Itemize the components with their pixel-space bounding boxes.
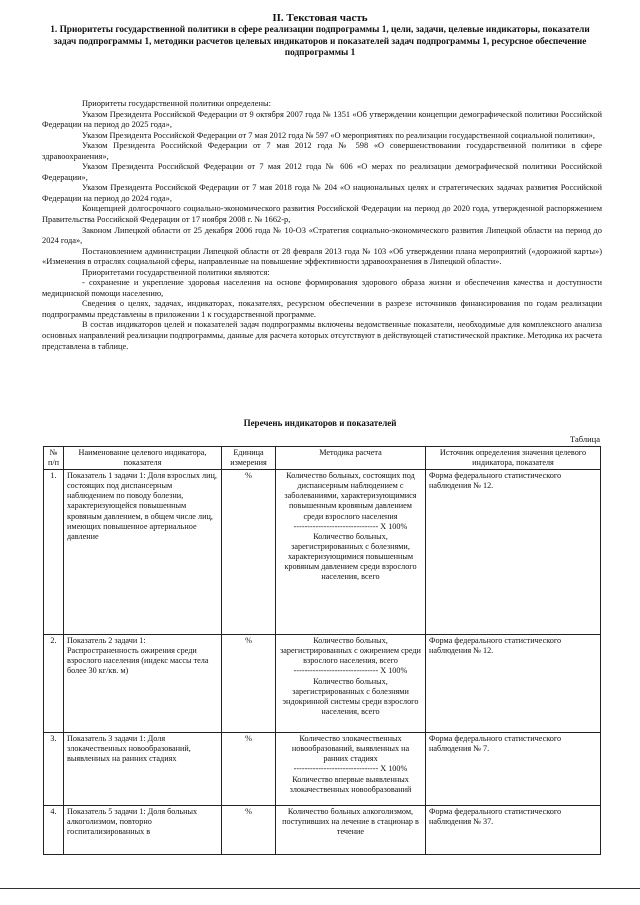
row-number: 2. [44, 635, 64, 733]
indicator-name: Показатель 3 задачи 1: Доля злокачественных новообразований, выявленных на ранних стадиях [64, 733, 222, 806]
body-text [42, 99, 602, 352]
method-divider: ------------------------------- X 100% [293, 666, 408, 676]
table-label: Таблица [570, 434, 600, 444]
paragraph: - сохранение и укрепление здоровья населения на основе формирования здорового образа жизни и обеспечения качества и доступности медицинской помощи населению, [42, 278, 602, 298]
header-source: Источник определения значения целевого индикатора, показателя [426, 447, 601, 470]
table-row [44, 470, 601, 635]
table-row [44, 733, 601, 806]
table-header-row [44, 447, 601, 470]
unit-cell: % [222, 635, 276, 733]
source-cell: Форма федерального статистического наблюдения № 12. [426, 635, 601, 733]
paragraph: Указом Президента Российской Федерации от 7 мая 2012 года № 598 «О совершенствовании государственной политики в сфере здравоохранения», [42, 141, 602, 161]
header-number: № п/п [44, 447, 64, 470]
method-denominator: Количество впервые выявленных злокачественных новообразований [289, 774, 412, 794]
source-cell: Форма федерального статистического наблюдения № 7. [426, 733, 601, 806]
paragraph: Приоритеты государственной политики определены: [82, 99, 271, 108]
paragraph: Указом Президента Российской Федерации от 7 мая 2012 года № 597 «О мероприятиях по реализации государственной социальной политики», [82, 130, 595, 140]
indicators-table [43, 446, 601, 855]
unit-cell: % [222, 733, 276, 806]
indicator-name: Показатель 2 задачи 1: Распространенность ожирения среди взрослого населения (индекс массы тела более 30 кг/кв. м) [64, 635, 222, 733]
paragraph: Концепцией долгосрочного социально-экономического развития Российской Федерации на период до 2020 года, утвержденной распоряжением Правительства Российской Федерации от 17 ноября 2008 г. № 1662-р, [42, 204, 602, 225]
paragraph: Постановлением администрации Липецкой области от 28 февраля 2013 года № 103 «Об утверждении плана мероприятий («дорожной карты») «Изменения в отраслях социальной сферы, направленные на повышение эффективности здравоохранения в Липецкой области». [42, 246, 602, 267]
header-method: Методика расчета [276, 447, 426, 470]
paragraph: Сведения о целях, задачах, индикаторах, показателях, ресурсном обеспечении в разрезе источников финансирования по годам реализации подпрограммы представлены в приложении 1 к государственной программе. [42, 299, 602, 319]
method-cell [276, 733, 426, 806]
paragraph: Указом Президента Российской Федерации от 9 октября 2007 года № 1351 «Об утверждении концепции демографической политики Российской Федерации на период до 2025 года», [42, 109, 602, 130]
row-number: 3. [44, 733, 64, 806]
source-cell: Форма федерального статистического наблюдения № 12. [426, 470, 601, 635]
method-cell [276, 635, 426, 733]
method-numerator: Количество больных, зарегистрированных с ожирением среди взрослого населения, всего [280, 636, 421, 666]
row-number: 1. [44, 470, 64, 635]
method-denominator: Количество больных, зарегистрированных с болезнями эндокринной системы среди взрослого населения, всего [282, 676, 419, 716]
method-numerator: Количество злокачественных новообразований, выявленных на ранних стадиях [291, 734, 410, 764]
section-title: II. Текстовая часть [272, 12, 368, 24]
method-numerator: Количество больных алкоголизмом, поступивших на лечение в стационар в течение [282, 807, 419, 837]
method-cell [276, 470, 426, 635]
method-divider: ------------------------------- X 100% [293, 764, 408, 774]
unit-cell: % [222, 470, 276, 635]
header-unit: Единица измерения [222, 447, 276, 470]
paragraph: Законом Липецкой области от 25 декабря 2006 года № 10-ОЗ «Стратегия социально-экономического развития Липецкой области на период до 2024 года», [42, 225, 602, 246]
source-cell: Форма федерального статистического наблюдения № 37. [426, 806, 601, 855]
method-cell [276, 806, 426, 855]
paragraph: Приоритетами государственной политики являются: [82, 267, 270, 277]
table-row [44, 635, 601, 733]
page-bottom-rule [0, 888, 640, 889]
indicator-name: Показатель 5 задачи 1: Доля больных алкоголизмом, повторно госпитализированных в [64, 806, 222, 855]
paragraph: В состав индикаторов целей и показателей задач подпрограммы включены ведомственные показатели, необходимые для комплексного анализа основных направлений реализации подпрограммы, данные для расчета которых отсутствуют в действующей статистической практике. Методика их расчета представлена в таблице. [42, 320, 602, 351]
method-numerator: Количество больных, состоящих под диспансерным наблюдением с заболеваниями, характеризующимися повышенным кровяным давлением среди взрослого населения [284, 471, 417, 521]
unit-cell: % [222, 806, 276, 855]
section-heading: 1. Приоритеты государственной политики в сфере реализации подпрограммы 1, цели, задачи, целевые индикаторы, показатели задач подпрограммы 1, методики расчетов целевых индикаторов и показателей задач подпрограммы 1, ресурсное обеспечение подпрограммы 1 [50, 25, 590, 58]
indicator-name: Показатель 1 задачи 1: Доля взрослых лиц, состоящих под диспансерным наблюдением по поводу болезни, характеризующейся повышенным кровяным давлением, в общем числе лиц, имеющих повышенное артериальное давление [64, 470, 222, 635]
method-divider: ------------------------------- X 100% [293, 521, 408, 531]
method-denominator: Количество больных, зарегистрированных с болезнями, характеризующимися повышенным кровяным давлением среди взрослого населения, всего [284, 531, 417, 582]
header-name: Наименование целевого индикатора, показателя [64, 447, 222, 470]
paragraph: Указом Президента Российской Федерации от 7 мая 2012 года № 606 «О мерах по реализации демографической политики Российской Федерации», [42, 162, 602, 182]
row-number: 4. [44, 806, 64, 855]
paragraph: Указом Президента Российской Федерации от 7 мая 2018 года № 204 «О национальных целях и стратегических задачах развития Российской Федерации на период до 2024 года», [42, 183, 602, 203]
table-row [44, 806, 601, 855]
list-title: Перечень индикаторов и показателей [243, 418, 397, 428]
